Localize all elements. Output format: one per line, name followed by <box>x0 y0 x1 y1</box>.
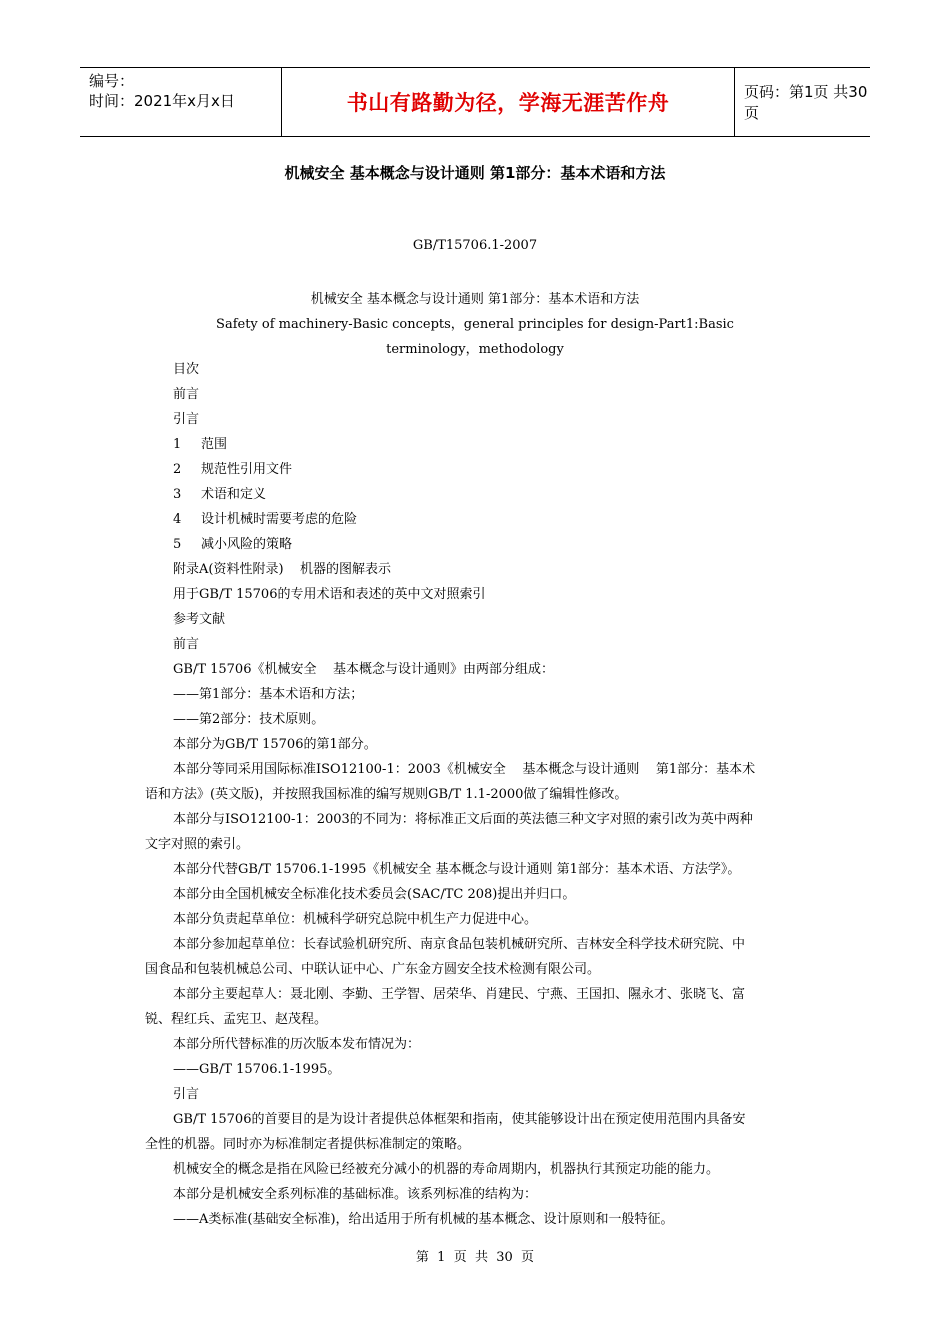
intro-basic: 本部分是机械安全系列标准的基础标准。该系列标准的结构为： <box>173 1187 538 1202</box>
intro-purpose-line1: GB/T 15706的首要目的是为设计者提供总体框架和指南，使其能够设计出在预定使用范围内具备安 <box>173 1112 746 1127</box>
toc-item: 前言 <box>173 387 200 402</box>
time-label: 时间：2021年x月x日 <box>89 92 235 110</box>
number-label: 编号： <box>89 72 135 90</box>
foreword-people-line1: 本部分主要起草人：聂北刚、李勤、王学智、居荣华、肖建民、宁燕、王国扣、隰永才、张晓飞、富 <box>173 987 746 1002</box>
foreword-proposed: 本部分由全国机械安全标准化技术委员会(SAC/TC 208)提出并归口。 <box>173 887 576 902</box>
foreword-participants-line2: 国食品和包装机械总公司、中联认证中心、广东金方圆安全技术检测有限公司。 <box>145 962 601 977</box>
toc-item: 5 减小风险的策略 <box>173 537 293 552</box>
document-body <box>145 357 810 1232</box>
page-info: 页码：第1页 共30页 <box>744 83 868 122</box>
foreword-line: ——第1部分：基本术语和方法； <box>173 687 364 702</box>
cn-title: 机械安全 基本概念与设计通则 第1部分：基本术语和方法 <box>310 292 640 307</box>
toc-item: 4 设计机械时需要考虑的危险 <box>173 512 358 527</box>
foreword-history: 本部分所代替标准的历次版本发布情况为： <box>173 1037 421 1052</box>
toc-item: 用于GB/T 15706的专用术语和表述的英中文对照索引 <box>173 587 486 602</box>
header-page-cell <box>734 68 870 136</box>
foreword-line: 本部分为GB/T 15706的第1部分。 <box>173 737 377 752</box>
foreword-iso-line1: 本部分等同采用国际标准ISO12100-1：2003《机械安全 基本概念与设计通则 第1部分：基本术 <box>173 762 756 777</box>
header-meta-cell <box>80 68 282 136</box>
foreword-drafter: 本部分负责起草单位：机械科学研究总院中机生产力促进中心。 <box>173 912 538 927</box>
page-header <box>80 67 870 137</box>
foreword-diff-line2: 文字对照的索引。 <box>145 837 250 852</box>
en-title-line1: Safety of machinery-Basic concepts，general principles for design-Part1:Basic <box>216 317 734 332</box>
intro-type-a: ——A类标准(基础安全标准)，给出适用于所有机械的基本概念、设计原则和一般特征。 <box>173 1212 674 1227</box>
foreword-participants-line1: 本部分参加起草单位：长春试验机研究所、南京食品包装机械研究所、吉林安全科学技术研究院、中 <box>173 937 746 952</box>
intro-heading: 引言 <box>173 1087 200 1102</box>
toc-item: 参考文献 <box>173 612 226 627</box>
foreword-line: ——第2部分：技术原则。 <box>173 712 325 727</box>
foreword-heading: 前言 <box>173 637 200 652</box>
toc-heading: 目次 <box>173 362 200 377</box>
foreword-iso-line2: 语和方法》(英文版)，并按照我国标准的编写规则GB/T 1.1-2000做了编辑性修改。 <box>145 787 628 802</box>
intro-concept: 机械安全的概念是指在风险已经被充分减小的机器的寿命周期内，机器执行其预定功能的能力。 <box>173 1162 720 1177</box>
toc-item: 附录A(资料性附录) 机器的图解表示 <box>173 562 392 577</box>
header-motto-cell <box>282 68 735 136</box>
foreword-replace: 本部分代替GB/T 15706.1-1995《机械安全 基本概念与设计通则 第1部分：基本术语、方法学》。 <box>173 862 741 877</box>
toc-item: 2 规范性引用文件 <box>173 462 293 477</box>
foreword-people-line2: 锐、程红兵、孟宪卫、赵茂程。 <box>145 1012 328 1027</box>
intro-purpose-line2: 全性的机器。同时亦为标准制定者提供标准制定的策略。 <box>145 1137 471 1152</box>
toc-item: 1 范围 <box>173 437 228 452</box>
toc-item: 引言 <box>173 412 200 427</box>
page-footer: 第 1 页 共 30 页 <box>415 1250 535 1265</box>
foreword-line: GB/T 15706《机械安全 基本概念与设计通则》由两部分组成： <box>173 662 555 677</box>
motto-text: 书山有路勤为径，学海无涯苦作舟 <box>346 91 670 115</box>
document-title: 机械安全 基本概念与设计通则 第1部分：基本术语和方法 <box>284 164 666 182</box>
toc-item: 3 术语和定义 <box>173 487 267 502</box>
foreword-diff-line1: 本部分与ISO12100-1：2003的不同为：将标准正文后面的英法德三种文字对照的索引改为英中两种 <box>173 812 753 827</box>
standard-code: GB/T15706.1-2007 <box>412 238 538 253</box>
foreword-history-item: ——GB/T 15706.1-1995。 <box>173 1062 341 1077</box>
en-title-line2: terminology，methodology <box>386 342 564 357</box>
